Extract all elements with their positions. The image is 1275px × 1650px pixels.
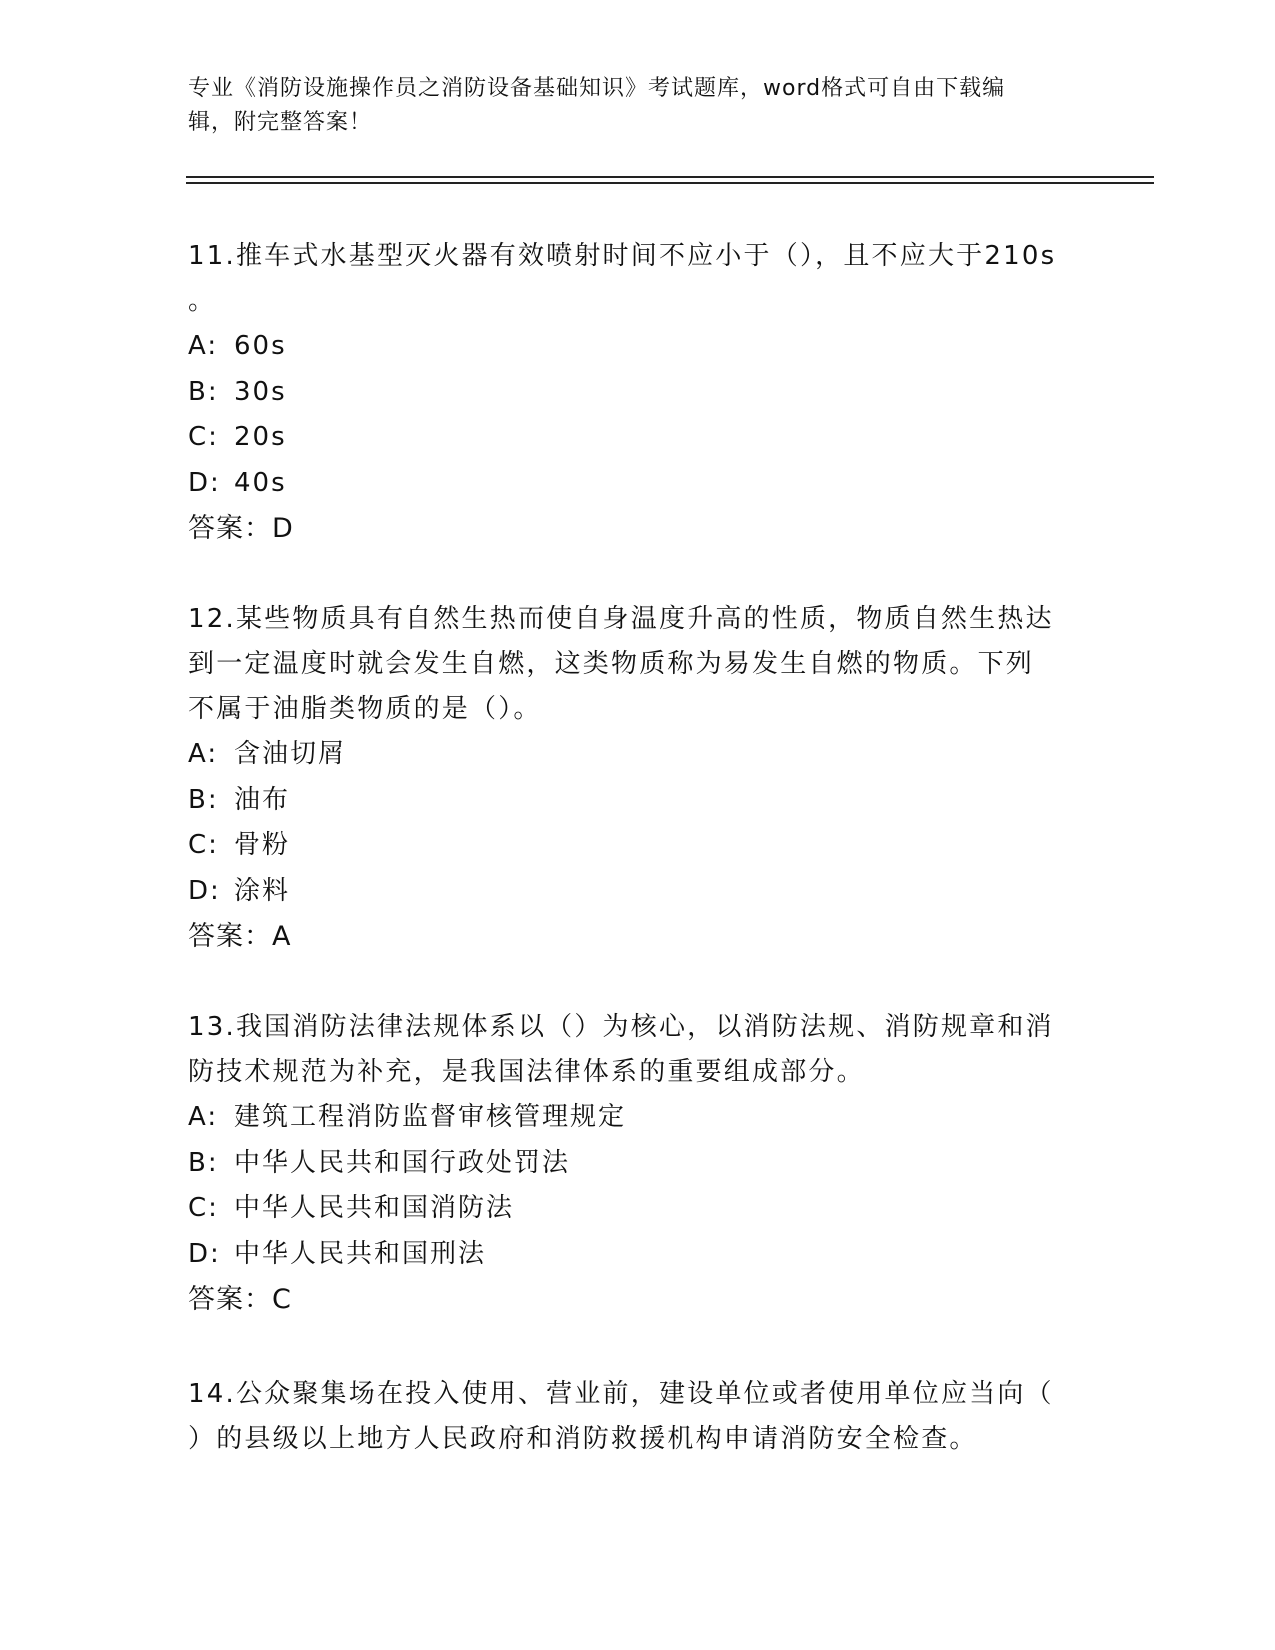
option-letter: B:	[188, 1147, 219, 1178]
option-letter: C:	[188, 422, 219, 452]
option-d	[188, 461, 1088, 507]
option-letter: D:	[188, 1238, 221, 1269]
option-b	[188, 1141, 1088, 1187]
option-a	[188, 1095, 1088, 1141]
option-c	[188, 823, 1088, 869]
answer-line: 答案：C	[188, 1284, 292, 1315]
option-letter: C:	[188, 1193, 219, 1223]
question-stem-line: 12.某些物质具有自然生热而使自身温度升高的性质，物质自然生热达	[188, 604, 1054, 634]
option-text: 中华人民共和国刑法	[234, 1238, 487, 1269]
option-text: 骨粉	[234, 830, 291, 860]
option-text: 40s	[234, 467, 287, 498]
question-stem-line: 。	[188, 286, 217, 316]
option-letter: A:	[188, 739, 219, 769]
answer-line: 答案：D	[188, 513, 294, 544]
header-line-2: 辑，附完整答案！	[188, 110, 373, 135]
option-c	[188, 415, 1088, 461]
header-line-1: 专业《消防设施操作员之消防设备基础知识》考试题库，word格式可自由下载编	[188, 76, 1006, 101]
option-text: 中华人民共和国行政处罚法	[234, 1147, 571, 1178]
question-stem-line: 到一定温度时就会发生自燃，这类物质称为易发生自燃的物质。下列	[188, 649, 1035, 679]
question-stem-line: 防技术规范为补充，是我国法律体系的重要组成部分。	[188, 1057, 865, 1087]
question-14	[188, 1372, 1088, 1462]
option-text: 中华人民共和国消防法	[234, 1193, 515, 1223]
option-letter: B:	[188, 376, 219, 407]
option-d	[188, 869, 1088, 915]
question-13	[188, 1005, 1088, 1322]
question-12	[188, 597, 1088, 959]
option-letter: A:	[188, 1102, 219, 1132]
answer-line: 答案：A	[188, 921, 292, 952]
option-text: 涂料	[234, 875, 291, 906]
question-stem-line: 11.推车式水基型灭火器有效喷射时间不应小于（），且不应大于210s	[188, 241, 1057, 271]
option-b	[188, 370, 1088, 416]
question-stem-line: ）的县级以上地方人民政府和消防救援机构申请消防安全检查。	[188, 1424, 978, 1454]
option-letter: A:	[188, 331, 219, 361]
option-letter: B:	[188, 784, 219, 815]
question-stem-line: 13.我国消防法律法规体系以（）为核心，以消防法规、消防规章和消	[188, 1012, 1054, 1042]
question-11	[188, 234, 1088, 551]
document-header	[188, 72, 1078, 140]
option-text: 20s	[234, 422, 287, 452]
question-stem-line: 不属于油脂类物质的是（）。	[188, 694, 542, 724]
option-c	[188, 1186, 1088, 1232]
option-text: 油布	[234, 784, 291, 815]
option-b	[188, 778, 1088, 824]
option-letter: D:	[188, 467, 221, 498]
header-divider-bottom	[186, 182, 1154, 184]
option-text: 30s	[234, 376, 287, 407]
option-text: 含油切屑	[234, 739, 347, 769]
option-letter: C:	[188, 830, 219, 860]
option-text: 60s	[234, 331, 287, 361]
option-a	[188, 324, 1088, 370]
header-divider-top	[186, 176, 1154, 178]
question-stem-line: 14.公众聚集场在投入使用、营业前，建设单位或者使用单位应当向（	[188, 1379, 1054, 1409]
option-text: 建筑工程消防监督审核管理规定	[234, 1102, 627, 1132]
option-d	[188, 1232, 1088, 1278]
option-a	[188, 732, 1088, 778]
option-letter: D:	[188, 875, 221, 906]
